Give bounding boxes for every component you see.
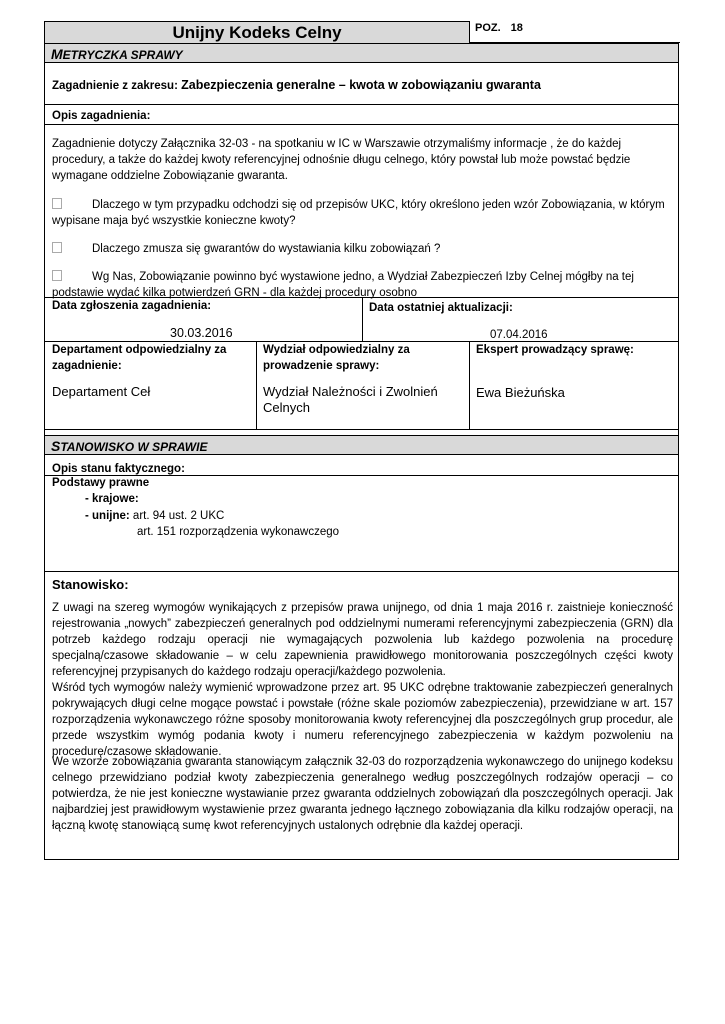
section-stanowisko bbox=[45, 435, 678, 455]
position-box bbox=[469, 21, 680, 43]
poz-label: POZ. bbox=[475, 22, 501, 34]
departament-value: Departament Ceł bbox=[52, 384, 151, 399]
divider bbox=[45, 429, 678, 430]
unijne-row bbox=[85, 508, 224, 524]
wydzial-label: Wydział odpowiedzialny za prowadzenie sprawy: bbox=[263, 344, 410, 372]
checkbox-icon bbox=[52, 242, 62, 253]
stanowisko-label: Stanowisko: bbox=[52, 577, 129, 592]
opis-stanu-label: Opis stanu faktycznego: bbox=[52, 463, 185, 475]
unijne-label: - unijne: bbox=[85, 510, 130, 522]
unijne-line-2: art. 151 rozporządzenia wykonawczego bbox=[137, 526, 340, 538]
section-metryczka-title: ETRYCZKA SPRAWY bbox=[62, 48, 183, 62]
zagadnienie-label: Zagadnienie z zakresu: bbox=[52, 80, 178, 92]
divider bbox=[45, 571, 678, 572]
departament-label: Departament odpowiedzialny za zagadnienie: bbox=[52, 344, 227, 372]
question-text-1: Dlaczego w tym przypadku odchodzi się od przepisów UKC, który określono jeden wzór Zobowiązania, w którym wypisane maja być wszystkie konieczne kwoty? bbox=[52, 199, 665, 227]
data-zgloszenia-label: Data zgłoszenia zagadnienia: bbox=[52, 300, 212, 312]
divider bbox=[469, 341, 470, 429]
podstawy-label: Podstawy prawne bbox=[52, 477, 150, 489]
stanowisko-paragraph-1: Z uwagi na szereg wymogów wynikających z przepisów prawa unijnego, od dnia 1 maja 2016 r. zaistnieje konieczność rejestrowania „nowych” zabezpieczeń generalnych pod oddzielnymi numerami referencyjnymi zabezpieczenia (GRN) dla potrzeb każdego rodzaju operacji nie wymagających pozwolenia lub każdego pozwolenia na procedurę specjalną/czasowe składowanie – w celu zapewnienia prawidłowego monitorowania poszczególnych części kwoty referencyjnej przypisanych do każdego rodzaju operacji/każdego pozwolenia. bbox=[52, 602, 673, 678]
checkbox-icon bbox=[52, 270, 62, 281]
data-aktualizacji-value: 07.04.2016 bbox=[490, 329, 548, 341]
data-zgloszenia-value: 30.03.2016 bbox=[170, 326, 233, 340]
opis-text: Zagadnienie dotyczy Załącznika 32-03 - na spotkaniu w IC w Warszawie otrzymaliśmy informacje , że do każdej procedury, a także do każdej kwoty referencyjnej odnośnie długu celnego, który powstał lub może powstać będzie wymagane oddzielne Zobowiązanie gwaranta. bbox=[52, 138, 631, 182]
poz-value: 18 bbox=[510, 22, 523, 34]
question-item-2 bbox=[52, 241, 672, 257]
section-stanowisko-initial: S bbox=[51, 438, 61, 454]
stanowisko-paragraph-3: We wzorze zobowiązania gwaranta stanowiącym załącznik 32-03 do rozporządzenia wykonawczego do unijnego kodeksu celnego przewidziano podział kwoty zabezpieczenia generalnego według poszczególnych rodzajów operacji – co potwierdza, że nie jest konieczne wystawianie przez gwaranta oddzielnych zobowiązań dla poszczególnych operacji. Jak najbardziej jest prawidłowym wystawienie przez gwaranta jednego łącznego zobowiązania dla kilku rodzajów operacji, na łączną kwotę stanowiącą sumę kwot referencyjnych ustalonych odrębnie dla każdej operacji. bbox=[52, 756, 673, 832]
question-text-2: Dlaczego zmusza się gwarantów do wystawiania kilku zobowiązań ? bbox=[92, 243, 441, 255]
question-item-1 bbox=[52, 197, 672, 229]
divider bbox=[256, 341, 257, 429]
wydzial-value: Wydział Należności i Zwolnień Celnych bbox=[263, 384, 438, 415]
divider bbox=[45, 124, 678, 125]
section-stanowisko-title: TANOWISKO W SPRAWIE bbox=[60, 440, 208, 454]
krajowe-label: - krajowe: bbox=[85, 493, 139, 505]
unijne-line-1: art. 94 ust. 2 UKC bbox=[132, 510, 225, 522]
checkbox-icon bbox=[52, 198, 62, 209]
divider bbox=[362, 297, 363, 341]
stanowisko-paragraph-2: Wśród tych wymogów należy wymienić wprowadzone przez art. 95 UKC odrębne traktowanie zabezpieczeń generalnych pokrywających długi celne mogące powstać i powstałe (różne skale poziomów zabezpieczenia), przewidziane w art. 157 rozporządzenia wykonawczego różne sposoby monitorowania kwoty referencyjnej dla poszczególnych grup procedur, ale przede wszystkim wymóg podania kwoty i numeru referencyjnego zabezpieczenia w każdym pozwoleniu na procedurę/czasowe składowanie. bbox=[52, 682, 673, 758]
section-metryczka bbox=[45, 44, 678, 63]
question-text-3: Wg Nas, Zobowiązanie powinno być wystawione jedno, a Wydział Zabezpieczeń Izby Celnej mógłby na tej podstawie wydać kilka potwierdzeń GRN - dla każdej procedury osobno bbox=[52, 271, 634, 299]
data-aktualizacji-label: Data ostatniej aktualizacji: bbox=[369, 302, 513, 314]
ekspert-label: Ekspert prowadzący sprawę: bbox=[476, 344, 634, 356]
document-title: Unijny Kodeks Celny bbox=[172, 23, 342, 42]
divider bbox=[45, 104, 678, 105]
document-frame bbox=[44, 21, 679, 860]
section-metryczka-initial: M bbox=[51, 46, 63, 62]
header-bar bbox=[45, 22, 678, 44]
ekspert-value: Ewa Bieżuńska bbox=[476, 385, 565, 400]
zagadnienie-value: Zabezpieczenia generalne – kwota w zobowiązaniu gwaranta bbox=[181, 78, 541, 92]
zagadnienie-row bbox=[52, 77, 672, 94]
opis-label: Opis zagadnienia: bbox=[52, 110, 151, 122]
